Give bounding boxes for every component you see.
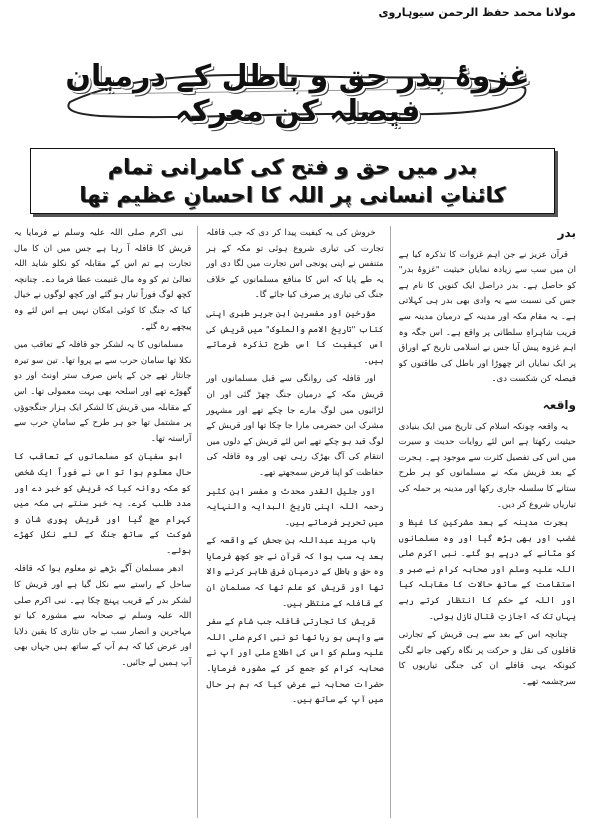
paragraph: اور جلیل القدر محدث و مفسر ابن کثیر رحمہ اللہ اپنی تاریخ البدایہ والنہایہ میں تحریر فرماتے ہیں۔ <box>206 486 384 528</box>
paragraph: قرآن عزیز نے جن اہم غزوات کا تذکرہ کیا ہے ان میں سب سے زیادہ نمایاں حیثیت "غزوۂ بدر" کو حاصل ہے۔ بدر دراصل ایک کنویں کا نام ہے جس کی نسبت سے یہ وادی بھی بدر ہی کہلاتی ہے۔ یہ مقام مکہ اور مدینہ کے درمیان مدینہ سے قریب شاہراہِ سلطانی پر واقع ہے۔ اس جگہ وہ اہم غزوہ پیش آیا جس نے اسلامی تاریخ کے اوراق پر ایک نمایاں اثر چھوڑا اور باطل کی طاقتوں کو فیصلہ کن شکست دی۔ <box>398 249 576 385</box>
paragraph: خروش کی یہ کیفیت پیدا کر دی کہ جب قافلہ تجارت کی تیاری شروع ہوئی تو مکہ کے ہر متنفس نے اپنی پونجی اس تجارت میں لگا دی اور یہ طے پایا کہ اس کا منافع مسلمانوں کے خلاف جنگ کی تیاری پر صرف کیا جائے گا۔ <box>206 228 384 301</box>
subtitle-line-1: بدر میں حق و فتح کی کامرانی تمام <box>107 155 478 179</box>
paragraph: ہجرت مدینہ کے بعد مشرکین کا غیظ و غضب اور بھی بڑھ گیا اور وہ مسلمانوں کو مٹانے کے درپے ہو گئے۔ نبی اکرم صلی اللہ علیہ وسلم اور صحابہ کرام نے صبر و استقامت کے ساتھ حالات کا مقابلہ کیا اور اللہ کے حکم کا انتظار کرتے رہے یہاں تک کہ اجازتِ قتال نازل ہوئی۔ <box>398 518 576 622</box>
section-heading-waqia: واقعہ <box>542 397 576 412</box>
paragraph: مؤرخین اور مفسرین ابن جریر طبری اپنی کتاب "تاریخ الامم والملوک" میں قریش کی اس کیفیت کا اس طرح تذکرہ فرماتے ہیں۔ <box>206 308 384 366</box>
paragraph: نبی اکرم صلی اللہ علیہ وسلم نے فرمایا یہ قریش کا قافلہ آ رہا ہے جس میں ان کا مال تجارت ہے تم اس کے مقابلہ کو نکلو شاید اللہ تعالیٰ تم کو وہ مال غنیمت عطا فرما دے۔ چنانچہ کچھ لوگ فوراً تیار ہو گئے اور کچھ لوگوں نے خیال کیا کہ جنگ کا کوئی امکان نہیں ہے اس لئے وہ پیچھے رہ گئے۔ <box>14 228 192 332</box>
paragraph: باب مرید عبداللہ بن جحش کے واقعہ کے بعد یہ سب ہوا کہ قرآن نے جو کچھ فرمایا وہ حق و باطل کے درمیان فرق ظاہر کرنے والا تھا اور قریش کو علم تھا کہ مسلمان ان کے قافلہ کے منتظر ہیں۔ <box>206 536 384 609</box>
column-middle <box>206 226 390 818</box>
paragraph: قریش کا تجارتی قافلہ جب شام کے سفر سے واپس ہو رہا تھا تو نبی اکرم صلی اللہ علیہ وسلم کو اس کی اطلاع ملی اور آپ نے صحابہ کرام کو جمع کر کے مشورہ فرمایا۔ حضرات صحابہ نے عرض کیا کہ ہم ہر حال میں آپ کے ساتھ ہیں۔ <box>206 617 384 706</box>
article-title: غزوۂ بدر حق و باطل کے درمیان فیصلہ کن معرکہ <box>65 59 530 129</box>
column-right <box>399 226 576 818</box>
paragraph: ابو سفیان کو مسلمانوں کے تعاقب کا حال معلوم ہوا تو اس نے فوراً ایک شخص کو مکہ روانہ کیا کہ قریش کو خبر دے اور مدد طلب کرے۔ یہ خبر سنتے ہی مکہ میں کہرام مچ گیا اور قریش پوری شان و شوکت کے ساتھ جنگ کے لئے نکل کھڑے ہوئے۔ <box>14 452 192 556</box>
paragraph: مسلمانوں کا یہ لشکر جو قافلہ کے تعاقب میں نکلا تھا سامان حرب سے بے پروا تھا۔ تین سو تیرہ جانثار تھے جن کے پاس صرف ستر اونٹ اور دو گھوڑے تھے اور اسلحہ بھی بہت معمولی تھا۔ اس کے مقابلہ میں قریش کا لشکر ایک ہزار جنگجوؤں پر مشتمل تھا جو ہر طرح کے سامانِ حرب سے آراستہ تھا۔ <box>14 340 192 444</box>
author-byline: مولانا محمد حفظ الرحمن سیوہاروی <box>378 6 576 19</box>
paragraph: اور قافلہ کی روانگی سے قبل مسلمانوں اور قریش مکہ کے درمیان جنگ چھڑ گئی اور ان لڑائیوں میں لوگ مارے جا چکے تھے اور مشہور مشرک ابن حضرمی مارا جا چکا تھا اور قریش کے لوگ قید ہو چکے تھے اس لئے قریش کے دلوں میں انتقام کی آگ بھڑک رہی تھی اور وہ قافلہ کی حفاظت کو اپنا فرض سمجھتے تھے۔ <box>206 374 384 478</box>
paragraph: چنانچہ اس کے بعد سے ہی قریش کے تجارتی قافلوں کی نقل و حرکت پر نگاہ رکھی جانے لگی کیونکہ یہی قافلے ان کی جنگی تیاریوں کا سرچشمہ تھے۔ <box>398 630 576 688</box>
article-columns <box>14 226 576 818</box>
article-title-banner <box>60 58 535 130</box>
column-left <box>14 226 198 818</box>
paragraph: یہ واقعہ چونکہ اسلام کی تاریخ میں ایک بنیادی حیثیت رکھتا ہے اس لئے روایات حدیث و سیرت میں اس کی تفصیل کثرت سے موجود ہے۔ ہجرت کے بعد قریش مکہ نے مسلمانوں کو ہر طرح ستانے کا سلسلہ جاری رکھا اور مدینہ پر حملہ کی تیاریاں شروع کر دیں۔ <box>398 421 576 510</box>
paragraph: ادھر مسلمان آگے بڑھے تو معلوم ہوا کہ قافلہ ساحل کے راستے سے نکل گیا ہے اور قریش کا لشکر بدر کے قریب پہنچ چکا ہے۔ نبی اکرم صلی اللہ علیہ وسلم نے صحابہ سے مشورہ کیا تو مہاجرین و انصار سب نے جاں نثاری کا یقین دلایا اور عرض کیا کہ ہم آپ کے ساتھ ہیں جہاں بھی آپ ہمیں لے جائیں۔ <box>14 564 192 669</box>
subtitle-box <box>30 148 555 214</box>
section-heading-badr: بدر <box>557 226 576 240</box>
subtitle-line-2: کائناتِ انسانی پر اللہ کا احسانِ عظیم تھا <box>79 183 506 207</box>
